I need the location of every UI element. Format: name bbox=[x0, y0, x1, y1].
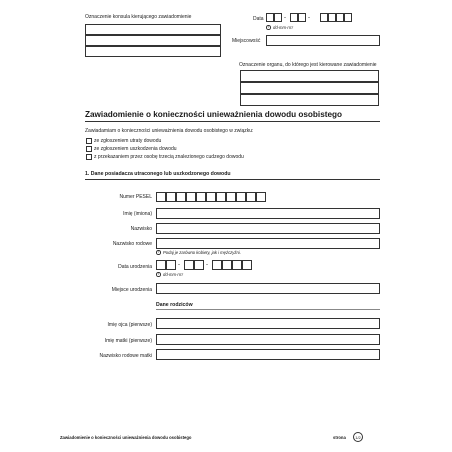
option-checkbox-found[interactable] bbox=[86, 154, 92, 160]
birth-date-hint: dd-mm-rrrr bbox=[163, 272, 184, 277]
mother-maiden-label: Nazwisko rodowe matki bbox=[99, 353, 152, 359]
surname-label: Nazwisko bbox=[130, 226, 152, 232]
organ-label: Oznaczenie organu, do którego jest kierowane zawiadomienie bbox=[239, 62, 377, 68]
father-input[interactable] bbox=[156, 318, 380, 329]
parents-title: Dane rodziców bbox=[156, 302, 193, 308]
form-title: Zawiadomienie o konieczności unieważnienia dowodu osobistego bbox=[85, 110, 343, 119]
option-label-loss: ze zgłoszeniem utraty dowodu bbox=[94, 138, 162, 144]
section1-divider bbox=[85, 179, 380, 180]
intro-text: Zawiadamiam o konieczności unieważnienia dowodu osobistego w związku: bbox=[85, 128, 254, 134]
mother-input[interactable] bbox=[156, 334, 380, 345]
title-divider bbox=[85, 121, 380, 122]
option-label-damage: ze zgłoszeniem uszkodzenia dowodu bbox=[94, 146, 177, 152]
option-checkbox-loss[interactable] bbox=[86, 138, 92, 144]
page-number: 1/2 bbox=[355, 435, 361, 440]
first-names-input[interactable] bbox=[156, 208, 380, 219]
info-icon: i bbox=[267, 25, 269, 29]
date-hint: dd-mm-rrrr bbox=[273, 25, 294, 30]
place-input[interactable] bbox=[266, 35, 380, 46]
birth-place-input[interactable] bbox=[156, 283, 380, 294]
maiden-name-label: Nazwisko rodowe bbox=[112, 241, 152, 247]
parents-divider bbox=[156, 309, 380, 310]
place-label: Miejscowość bbox=[232, 38, 261, 44]
option-label-found: z przekazaniem przez osobę trzecią znalezionego cudzego dowodu bbox=[94, 154, 244, 160]
option-checkbox-damage[interactable] bbox=[86, 146, 92, 152]
mother-maiden-input[interactable] bbox=[156, 349, 380, 360]
footer-page-label: strona bbox=[333, 435, 346, 440]
surname-input[interactable] bbox=[156, 223, 380, 234]
birth-place-label: Miejsce urodzenia bbox=[111, 287, 152, 293]
mother-label: Imię matki (pierwsze) bbox=[104, 338, 152, 344]
footer-doc-name: Zawiadomienie o konieczności unieważnienia dowodu osobistego bbox=[60, 435, 192, 440]
father-label: Imię ojca (pierwsze) bbox=[107, 322, 152, 328]
section1-title: 1. Dane posiadacza utraconego lub uszkodzonego dowodu bbox=[85, 171, 231, 177]
consul-label: Oznaczenie konsula kierującego zawiadomienie bbox=[85, 14, 192, 20]
info-icon: i bbox=[157, 272, 159, 276]
first-names-label: Imię (imiona) bbox=[123, 211, 152, 217]
maiden-name-input[interactable] bbox=[156, 238, 380, 249]
info-icon: i bbox=[157, 250, 159, 254]
maiden-hint: Podaj je zarówno kobiety, jak i mężczyźni. bbox=[163, 250, 241, 255]
birth-date-label: Data urodzenia bbox=[118, 264, 152, 270]
date-label: Data bbox=[253, 16, 264, 22]
pesel-label: Numer PESEL bbox=[119, 194, 152, 200]
page-number-badge bbox=[353, 432, 363, 442]
